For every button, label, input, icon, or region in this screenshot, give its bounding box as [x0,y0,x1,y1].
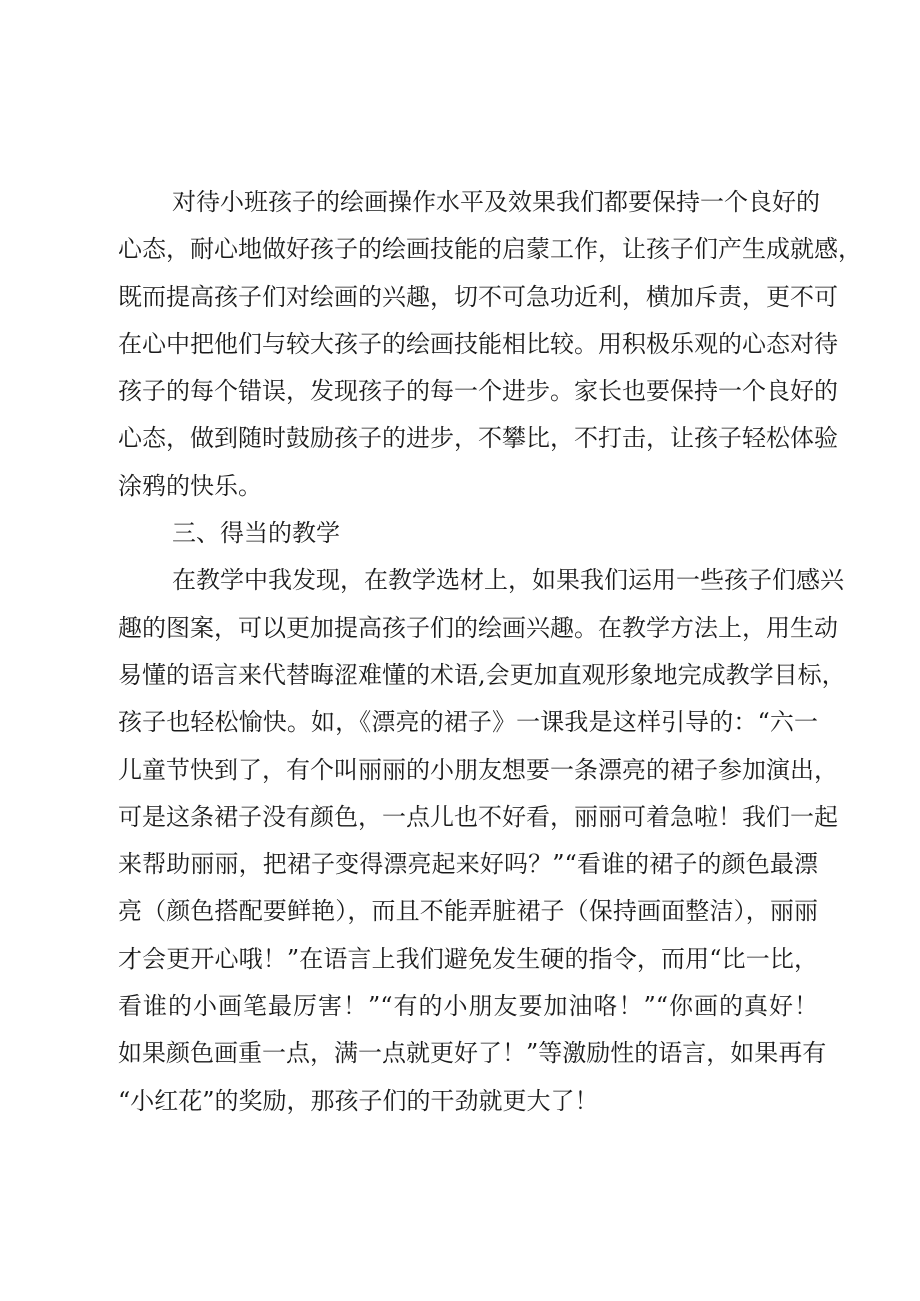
paragraph-2-line-11: 如果颜色画重一点，满一点就更好了！”等激励性的语言，如果再有 [118,1039,827,1068]
paragraph-2-line-3: 易懂的语言来代替晦涩难懂的术语,会更加直观形象地完成教学目标， [118,660,846,689]
paragraph-2-line-5: 儿童节快到了，有个叫丽丽的小朋友想要一条漂亮的裙子参加演出， [118,755,838,784]
paragraph-1-line-7: 涂鸦的快乐。 [118,471,262,500]
paragraph-1-line-5: 孩子的每个错误，发现孩子的每一个进步。家长也要保持一个良好的 [118,377,838,406]
paragraph-1-line-3: 既而提高孩子们对绘画的兴趣，切不可急功近利，横加斥责，更不可 [118,282,838,311]
paragraph-1-line-1: 对待小班孩子的绘画操作水平及效果我们都要保持一个良好的 [172,188,820,216]
paragraph-2-line-6: 可是这条裙子没有颜色，一点儿也不好看，丽丽可着急啦！我们一起 [118,802,838,831]
section-heading: 三、得当的教学 [172,519,340,548]
paragraph-2-line-1: 在教学中我发现，在教学选材上，如果我们运用一些孩子们感兴 [172,566,844,595]
paragraph-1-line-6: 心态，做到随时鼓励孩子的进步，不攀比，不打击，让孩子轻松体验 [118,424,838,453]
document-body [118,179,862,1125]
paragraph-1-line-2: 心态，耐心地做好孩子的绘画技能的启蒙工作，让孩子们产生成就感， [118,235,862,264]
paragraph-1-line-4: 在心中把他们与较大孩子的绘画技能相比较。用积极乐观的心态对待 [118,329,838,358]
paragraph-2-line-9: 才会更开心哦！”在语言上我们避免发生硬的指令，而用“比一比， [118,944,818,973]
paragraph-2-line-4: 孩子也轻松愉快。如，《漂亮的裙子》一课我是这样引导的：“六一 [118,708,818,737]
paragraph-2-line-8: 亮（颜色搭配要鲜艳），而且不能弄脏裙子（保持画面整洁），丽丽 [118,897,818,926]
paragraph-2-line-7: 来帮助丽丽，把裙子变得漂亮起来好吗？”“看谁的裙子的颜色最漂 [118,850,818,879]
paragraph-2-line-10: 看谁的小画笔最厉害！”“有的小朋友要加油咯！”“你画的真好！ [118,992,818,1021]
paragraph-2-line-2: 趣的图案，可以更加提高孩子们的绘画兴趣。在教学方法上，用生动 [118,613,838,642]
paragraph-2-line-12: “小红花”的奖励，那孩子们的干劲就更大了！ [118,1086,599,1115]
